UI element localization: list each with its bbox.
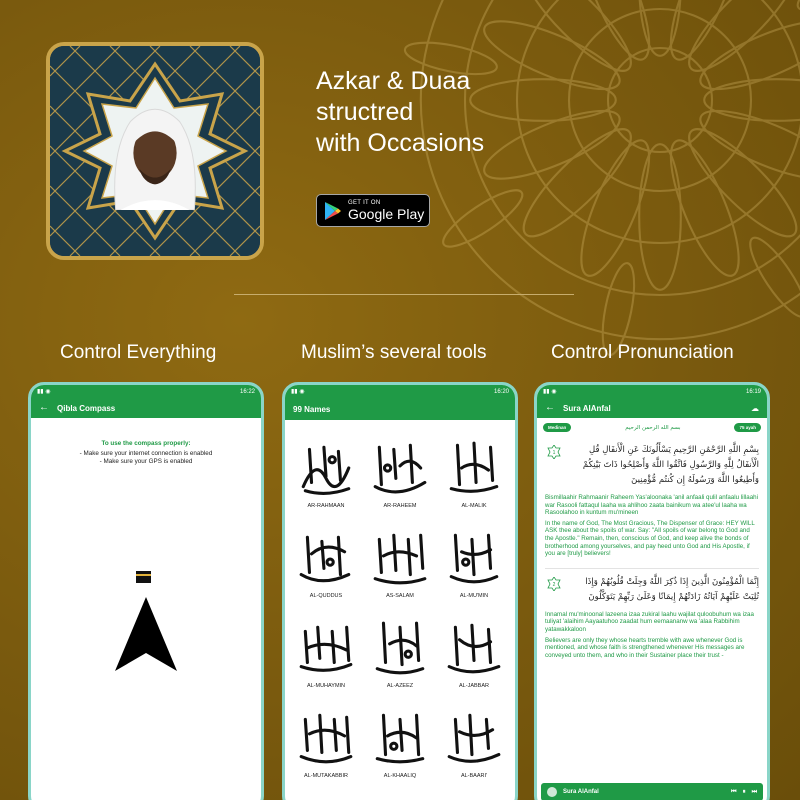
name-item[interactable] [289, 606, 363, 692]
calligraphy-icon [295, 617, 357, 679]
name-label: AL-QUDDUS [309, 593, 343, 599]
screen-title: Qibla Compass [57, 403, 116, 413]
name-item[interactable] [437, 516, 511, 602]
headline-line-2: structred [316, 98, 414, 126]
name-label: AR-RAHEEM [383, 503, 417, 509]
status-time: 16:19 [745, 388, 761, 395]
badge-big-text: Google Play [348, 206, 425, 222]
status-icons: ▮▮ ◉ [291, 389, 305, 395]
name-label: AS-SALAM [386, 593, 414, 599]
verse-number: 2 [552, 581, 556, 588]
status-bar [537, 385, 767, 398]
calligraphy-icon [443, 437, 505, 499]
pause-icon[interactable]: ⏸ [742, 788, 746, 795]
verse-2[interactable] [537, 569, 767, 664]
verse-arabic: بِسْمِ اللَّهِ الرَّحْمَٰنِ الرَّحِيمِ يَسْأَلُونَكَ عَنِ الْأَنفَالِ قُلِ الْأَنفَالُ لِلَّهِ وَالرَّسُولِ فَاتَّقُوا اللَّهَ وَأَصْلِحُوا ذَاتَ بَيْنِكُمْ وَأَطِيعُوا اللَّهَ وَرَسُولَهُ إِن كُنتُم مُّؤْمِنِينَ [582, 445, 759, 485]
calligraphy-icon [369, 527, 431, 589]
name-item[interactable] [363, 606, 437, 692]
status-bar [285, 385, 515, 398]
name-item[interactable] [363, 516, 437, 602]
headline-line-1: Azkar & Duaa [316, 67, 471, 95]
phone-qibla [28, 382, 264, 800]
verse-number: 1 [552, 450, 556, 456]
download-cloud-icon[interactable]: ☁ [751, 403, 759, 413]
name-item[interactable] [437, 696, 511, 782]
calligraphy-icon [443, 527, 505, 589]
ayah-count-badge: 75 ayah [734, 423, 761, 432]
name-label: AL-AZEEZ [386, 683, 414, 689]
previous-icon[interactable]: ⏮ [731, 788, 737, 795]
names-grid [285, 420, 515, 782]
calligraphy-icon [443, 707, 505, 769]
badge-small-text: GET IT ON [348, 200, 381, 206]
player-title: Sura AlAnfal [563, 789, 599, 795]
screen-title: 99 Names [293, 404, 331, 414]
caption-control-everything: Control Everything [60, 342, 217, 363]
app-bar [31, 398, 261, 418]
google-play-badge[interactable] [316, 194, 430, 227]
caption-muslim-tools: Muslim’s several tools [301, 342, 487, 363]
verse-arabic: إِنَّمَا الْمُؤْمِنُونَ الَّذِينَ إِذَا ذُكِرَ اللَّهُ وَجِلَتْ قُلُوبُهُمْ وَإِذَا تُلِيَتْ عَلَيْهِمْ آيَاتُهُ زَادَتْهُمْ إِيمَانًا وَعَلَىٰ رَبِّهِمْ يَتَوَكَّلُونَ [585, 576, 759, 602]
calligraphy-icon [295, 437, 357, 499]
qibla-instructions [31, 440, 261, 466]
name-item[interactable] [437, 426, 511, 512]
calligraphy-icon [369, 617, 431, 679]
verse-transliteration: Bismillaahir Rahmaanir Raheem Yas'aloonaka 'anil anfaali qulil anfaalu lillaahi war Rasooli fattaqul laaha wa ahlihoo zaata bainikum wa atee'ul laaha wa Rasoolahoo in kuntum mu'mineen [545, 494, 758, 517]
status-time: 16:22 [239, 388, 255, 395]
name-label: AR-RAHMAAN [307, 503, 345, 509]
name-item[interactable] [289, 426, 363, 512]
app-bar [285, 398, 515, 420]
verse-1[interactable] [537, 437, 767, 562]
verse-number-icon [547, 577, 561, 591]
headline [316, 66, 484, 159]
instruction-line: - Make sure your GPS is enabled [99, 458, 193, 465]
name-item[interactable] [363, 426, 437, 512]
name-label: AL-BAARI' [460, 773, 488, 779]
calligraphy-icon [443, 617, 505, 679]
next-icon[interactable]: ⏭ [751, 788, 757, 795]
phone-sura [534, 382, 770, 800]
name-item[interactable] [363, 696, 437, 782]
calligraphy-icon [295, 527, 357, 589]
headline-line-3: with Occasions [316, 129, 485, 157]
bismillah-header: بسم الله الرحمن الرحيم [625, 424, 681, 431]
verse-transliteration: Innamal mu'minoonal lazeena izaa zukiral laahu wajilat quloobuhum wa izaa tuliyat 'alaihim Aayaatuhoo zaadat hum eemaananw wa 'alaa Rabbihim yatawakkaloon [545, 610, 754, 633]
status-bar [31, 385, 261, 398]
name-label: AL-JABBAR [459, 683, 489, 689]
app-icon [46, 42, 264, 260]
kaaba-icon [135, 569, 152, 584]
reciter-avatar [547, 787, 557, 797]
back-arrow-icon[interactable]: ← [39, 402, 49, 413]
instructions-title: To use the compass properly: [101, 440, 191, 447]
calligraphy-icon [369, 437, 431, 499]
divider [234, 294, 574, 295]
audio-player[interactable] [541, 783, 763, 800]
calligraphy-icon [369, 707, 431, 769]
verse-translation: In the name of God, The Most Gracious, The Dispenser of Grace: HEY WILL ASK thee about the spoils of war. Say: "All spoils of war belong to God and the Apostle." Remain, then, conscious of God, and keep alive the bonds of brotherhood among yourselves, and pay heed unto God and His Apostle, if you are [truly] believers! [545, 519, 755, 558]
verse-number-icon [547, 445, 561, 459]
status-time: 16:20 [493, 388, 509, 395]
app-bar [537, 398, 767, 418]
verse-translation: Believers are only they whose hearts tremble with awe whenever God is mentioned, and whose faith is strengthened whenever His messages are conveyed unto them, and who in their Sustainer place their trust - [545, 636, 745, 659]
name-label: AL-MALIK [461, 503, 487, 509]
screen-title: Sura AlAnfal [563, 403, 611, 413]
name-label: AL-MUHAYMIN [306, 683, 346, 689]
play-store-icon [324, 201, 342, 221]
caption-control-pronunciation: Control Pronunciation [551, 342, 734, 363]
name-item[interactable] [289, 516, 363, 602]
name-label: AL-MUTAKABBIR [304, 773, 348, 779]
mandala-ornament [400, 0, 800, 360]
phone-names [282, 382, 518, 800]
sura-header [537, 418, 767, 437]
name-item[interactable] [289, 696, 363, 782]
compass-arrow-icon [113, 595, 179, 673]
name-label: AL-MU'MIN [459, 593, 489, 599]
calligraphy-icon [295, 707, 357, 769]
instruction-line: - Make sure your internet connection is enabled [79, 450, 213, 457]
sura-type-badge: Medinan [543, 423, 571, 432]
status-icons: ▮▮ ◉ [37, 389, 51, 395]
status-icons: ▮▮ ◉ [543, 389, 557, 395]
back-arrow-icon[interactable]: ← [545, 402, 555, 413]
name-label: AL-KHAALIQ [383, 773, 417, 779]
sheikh-portrait-icon [96, 92, 214, 210]
name-item[interactable] [437, 606, 511, 692]
